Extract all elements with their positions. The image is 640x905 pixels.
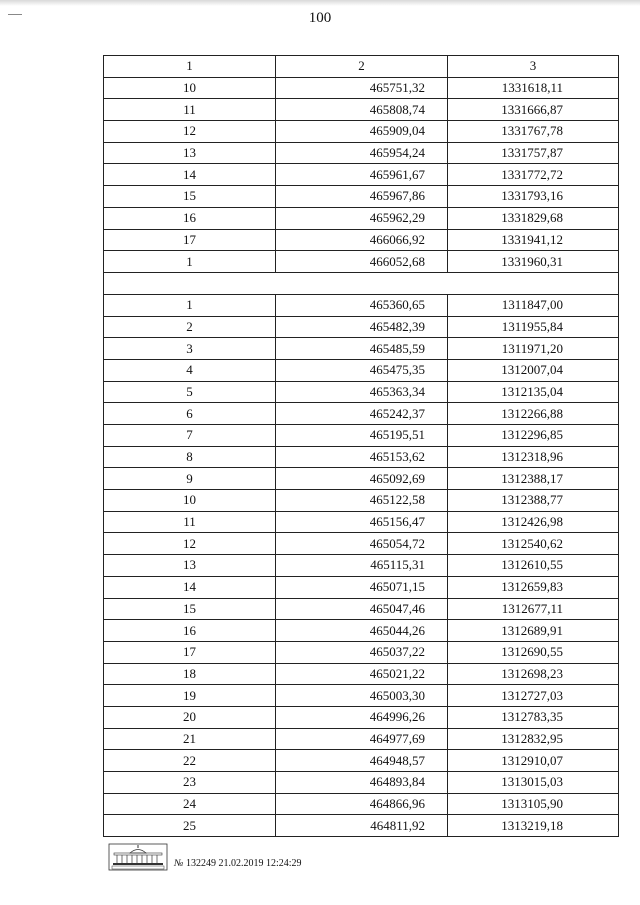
point-number-cell: 3 [104,338,276,360]
point-number-cell: 4 [104,359,276,381]
y-coordinate-cell: 1331829,68 [448,207,619,229]
y-coordinate-cell: 1312388,77 [448,490,619,512]
point-number-cell: 18 [104,663,276,685]
y-coordinate-cell: 1331757,87 [448,142,619,164]
y-coordinate-cell: 1312610,55 [448,555,619,577]
point-number-cell: 8 [104,446,276,468]
y-coordinate-cell: 1331618,11 [448,77,619,99]
table-row [104,815,619,837]
x-coordinate-cell: 465037,22 [276,641,448,663]
y-coordinate-cell: 1311955,84 [448,316,619,338]
y-coordinate-cell: 1312910,07 [448,750,619,772]
point-number-cell: 24 [104,793,276,815]
x-coordinate-cell: 465156,47 [276,511,448,533]
y-coordinate-cell: 1312698,23 [448,663,619,685]
table-row [104,663,619,685]
separator-row [104,272,619,294]
table-row [104,207,619,229]
x-coordinate-cell: 466066,92 [276,229,448,251]
point-number-cell: 14 [104,576,276,598]
footer [108,843,302,871]
table-row [104,251,619,273]
y-coordinate-cell: 1312727,03 [448,685,619,707]
y-coordinate-cell: 1312677,11 [448,598,619,620]
table-body [104,56,619,837]
registration-stamp [174,858,302,870]
table-row [104,77,619,99]
table-row [104,706,619,728]
y-coordinate-cell: 1311971,20 [448,338,619,360]
point-number-cell: 6 [104,403,276,425]
separator-cell [104,272,619,294]
point-number-cell: 5 [104,381,276,403]
x-coordinate-cell: 465044,26 [276,620,448,642]
table-row [104,381,619,403]
x-coordinate-cell: 465360,65 [276,294,448,316]
point-number-cell: 12 [104,121,276,143]
y-coordinate-cell: 1312832,95 [448,728,619,750]
x-coordinate-cell: 465047,46 [276,598,448,620]
y-coordinate-cell: 1312388,17 [448,468,619,490]
point-number-cell: 11 [104,511,276,533]
point-number-cell: 23 [104,772,276,794]
x-coordinate-cell: 464811,92 [276,815,448,837]
point-number-cell: 1 [104,251,276,273]
x-coordinate-cell: 465485,59 [276,338,448,360]
y-coordinate-cell: 1331960,31 [448,251,619,273]
x-coordinate-cell: 465961,67 [276,164,448,186]
x-coordinate-cell: 464948,57 [276,750,448,772]
y-coordinate-cell: 1331941,12 [448,229,619,251]
table-row [104,511,619,533]
scan-edge [0,0,640,6]
point-number-cell: 9 [104,468,276,490]
table-row [104,490,619,512]
point-number-cell: 1 [104,294,276,316]
table-row [104,641,619,663]
table-row [104,533,619,555]
table-row [104,99,619,121]
y-coordinate-cell: 1312689,91 [448,620,619,642]
y-coordinate-cell: 1312318,96 [448,446,619,468]
point-number-cell: 13 [104,142,276,164]
point-number-cell: 20 [104,706,276,728]
registration-prefix: № [174,858,184,869]
header-cell-3: 3 [448,56,619,78]
point-number-cell: 7 [104,425,276,447]
x-coordinate-cell: 465003,30 [276,685,448,707]
x-coordinate-cell: 465115,31 [276,555,448,577]
point-number-cell: 15 [104,186,276,208]
table-row [104,425,619,447]
table-row [104,338,619,360]
table-row [104,793,619,815]
x-coordinate-cell: 465482,39 [276,316,448,338]
x-coordinate-cell: 465153,62 [276,446,448,468]
point-number-cell: 2 [104,316,276,338]
x-coordinate-cell: 465909,04 [276,121,448,143]
table-row [104,620,619,642]
x-coordinate-cell: 464893,84 [276,772,448,794]
x-coordinate-cell: 465054,72 [276,533,448,555]
y-coordinate-cell: 1313105,90 [448,793,619,815]
y-coordinate-cell: 1312540,62 [448,533,619,555]
x-coordinate-cell: 465092,69 [276,468,448,490]
x-coordinate-cell: 465475,35 [276,359,448,381]
point-number-cell: 12 [104,533,276,555]
y-coordinate-cell: 1312007,04 [448,359,619,381]
x-coordinate-cell: 465962,29 [276,207,448,229]
y-coordinate-cell: 1312426,98 [448,511,619,533]
y-coordinate-cell: 1312659,83 [448,576,619,598]
point-number-cell: 14 [104,164,276,186]
y-coordinate-cell: 1331772,72 [448,164,619,186]
table-row [104,186,619,208]
x-coordinate-cell: 465021,22 [276,663,448,685]
x-coordinate-cell: 465242,37 [276,403,448,425]
y-coordinate-cell: 1311847,00 [448,294,619,316]
point-number-cell: 16 [104,207,276,229]
table-row [104,598,619,620]
x-coordinate-cell: 465967,86 [276,186,448,208]
table-row [104,728,619,750]
x-coordinate-cell: 464996,26 [276,706,448,728]
header-cell-2: 2 [276,56,448,78]
point-number-cell: 17 [104,641,276,663]
coordinates-table [103,55,619,837]
table-row [104,468,619,490]
x-coordinate-cell: 465954,24 [276,142,448,164]
x-coordinate-cell: 466052,68 [276,251,448,273]
table-row [104,294,619,316]
table-row [104,750,619,772]
table-header-row [104,56,619,78]
y-coordinate-cell: 1312690,55 [448,641,619,663]
table-row [104,359,619,381]
table-row [104,121,619,143]
header-cell-1: 1 [104,56,276,78]
y-coordinate-cell: 1312296,85 [448,425,619,447]
y-coordinate-cell: 1313219,18 [448,815,619,837]
point-number-cell: 21 [104,728,276,750]
x-coordinate-cell: 464866,96 [276,793,448,815]
y-coordinate-cell: 1331767,78 [448,121,619,143]
point-number-cell: 17 [104,229,276,251]
y-coordinate-cell: 1312266,88 [448,403,619,425]
x-coordinate-cell: 465071,15 [276,576,448,598]
x-coordinate-cell: 465122,58 [276,490,448,512]
x-coordinate-cell: 465195,51 [276,425,448,447]
table-row [104,403,619,425]
y-coordinate-cell: 1312783,35 [448,706,619,728]
point-number-cell: 16 [104,620,276,642]
table-row [104,446,619,468]
x-coordinate-cell: 465751,32 [276,77,448,99]
point-number-cell: 15 [104,598,276,620]
point-number-cell: 19 [104,685,276,707]
y-coordinate-cell: 1312135,04 [448,381,619,403]
point-number-cell: 13 [104,555,276,577]
registration-number-date: 132249 21.02.2019 12:24:29 [185,858,302,869]
y-coordinate-cell: 1331666,87 [448,99,619,121]
table-row [104,316,619,338]
y-coordinate-cell: 1331793,16 [448,186,619,208]
x-coordinate-cell: 465808,74 [276,99,448,121]
point-number-cell: 22 [104,750,276,772]
table-row [104,555,619,577]
point-number-cell: 10 [104,77,276,99]
point-number-cell: 25 [104,815,276,837]
table-row [104,142,619,164]
table-row [104,164,619,186]
page-number: 100 [308,10,332,26]
point-number-cell: 10 [104,490,276,512]
parliament-building-icon [108,843,168,871]
table-row [104,685,619,707]
table-row [104,576,619,598]
x-coordinate-cell: 464977,69 [276,728,448,750]
point-number-cell: 11 [104,99,276,121]
table-row [104,772,619,794]
y-coordinate-cell: 1313015,03 [448,772,619,794]
table-row [104,229,619,251]
x-coordinate-cell: 465363,34 [276,381,448,403]
